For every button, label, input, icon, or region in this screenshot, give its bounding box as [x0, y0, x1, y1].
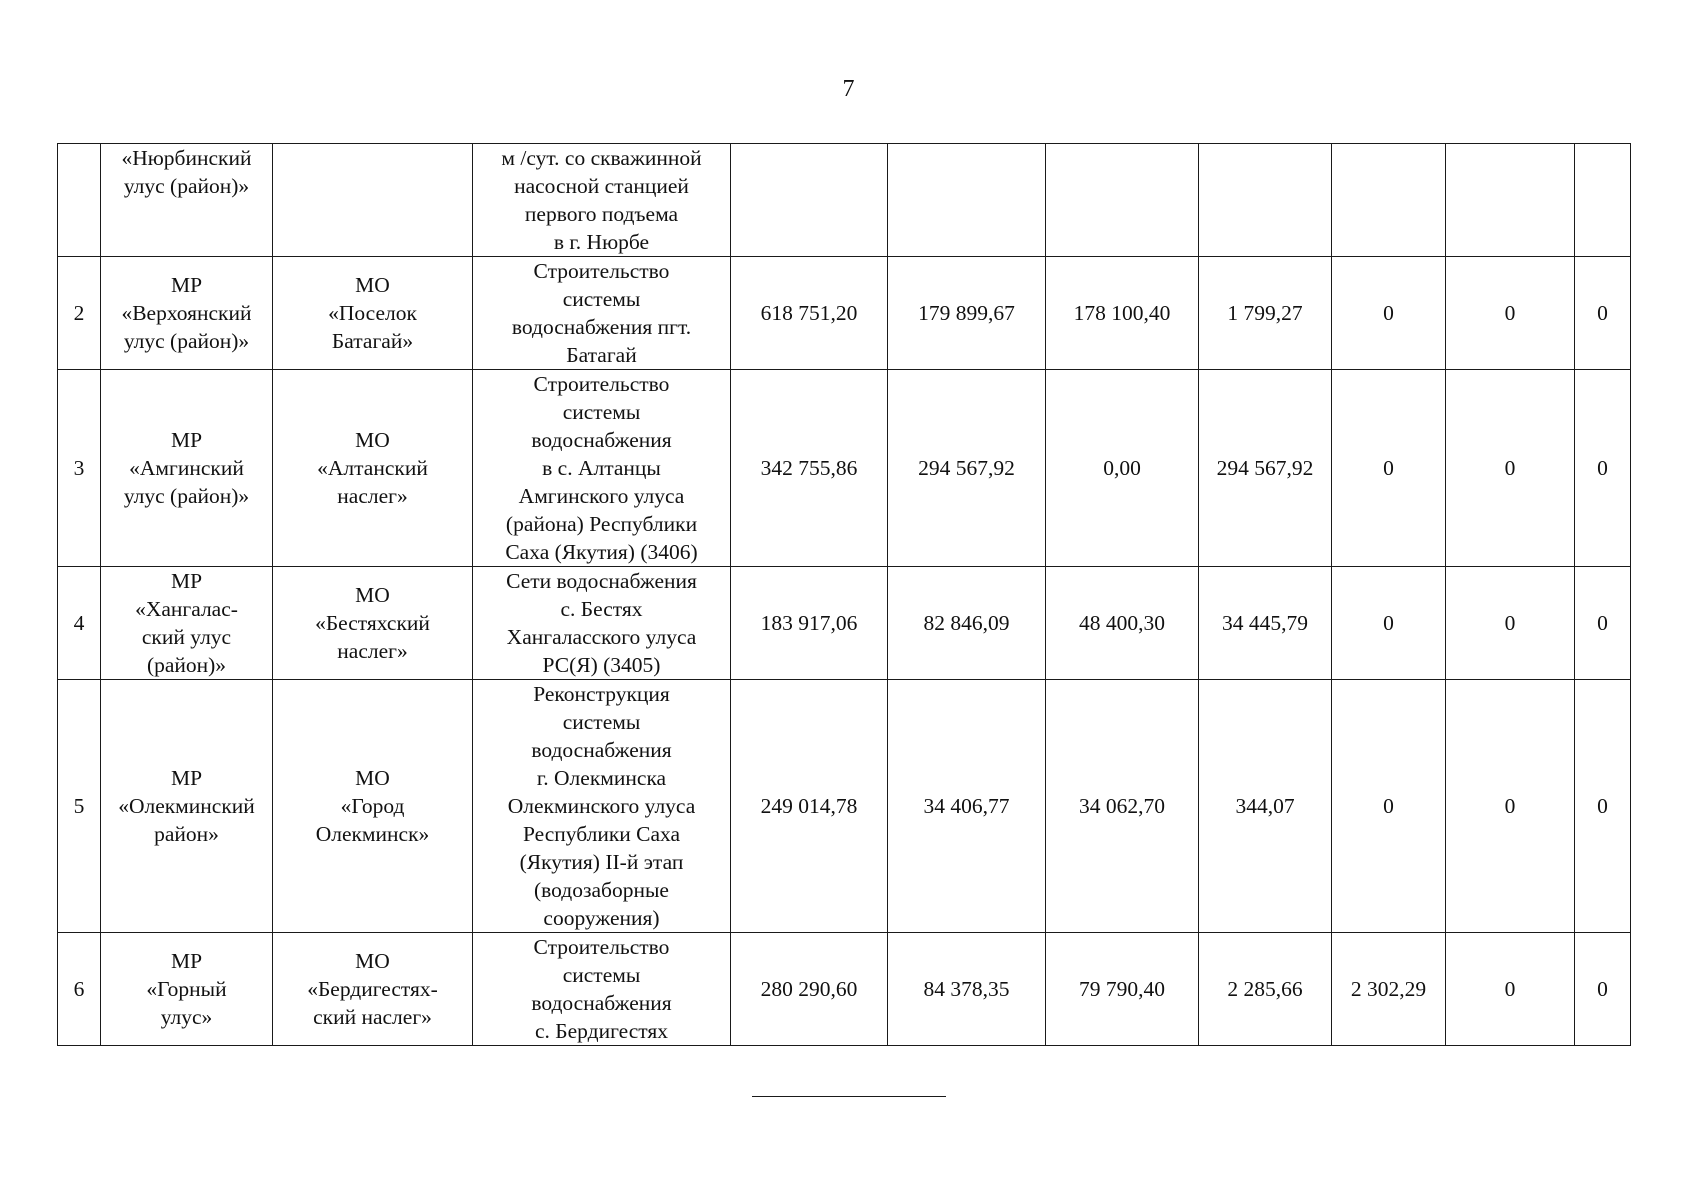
cell-amount: 294 567,92	[1199, 370, 1332, 567]
cell-amount: 0	[1575, 370, 1631, 567]
cell-amount: 0	[1446, 933, 1575, 1046]
cell-number: 4	[58, 567, 101, 680]
cell-amount: 79 790,40	[1046, 933, 1199, 1046]
cell-municipality: МО «Бестяхский наслег»	[273, 567, 473, 680]
cell-amount: 84 378,35	[888, 933, 1046, 1046]
cell-amount: 0	[1575, 567, 1631, 680]
cell-total-cost: 280 290,60	[731, 933, 888, 1046]
cell-amount: 344,07	[1199, 680, 1332, 933]
cell-project: Строительство системы водоснабжения пгт. Батагай	[473, 257, 731, 370]
cell-amount: 294 567,92	[888, 370, 1046, 567]
cell-district: МР «Верхоянский улус (район)»	[101, 257, 273, 370]
cell-amount: 0	[1575, 680, 1631, 933]
cell-amount: 2 302,29	[1332, 933, 1446, 1046]
water-supply-table	[57, 143, 1631, 1046]
cell-total-cost: 618 751,20	[731, 257, 888, 370]
cell-amount	[1446, 144, 1575, 257]
cell-district: МР «Горный улус»	[101, 933, 273, 1046]
cell-project: Реконструкция системы водоснабжения г. Олекминска Олекминского улуса Республики Саха (Якутия) II-й этап (водозаборные сооружения)	[473, 680, 731, 933]
cell-municipality: МО «Бердигестях- ский наслег»	[273, 933, 473, 1046]
cell-amount: 0	[1446, 257, 1575, 370]
cell-amount: 178 100,40	[1046, 257, 1199, 370]
cell-amount: 34 062,70	[1046, 680, 1199, 933]
cell-project: Сети водоснабжения с. Бестях Хангаласского улуса РС(Я) (3405)	[473, 567, 731, 680]
cell-amount: 48 400,30	[1046, 567, 1199, 680]
cell-municipality: МО «Поселок Батагай»	[273, 257, 473, 370]
cell-district: МР «Олекминский район»	[101, 680, 273, 933]
cell-number: 3	[58, 370, 101, 567]
page-number: 7	[842, 76, 855, 102]
cell-total-cost: 249 014,78	[731, 680, 888, 933]
table-row	[58, 933, 1631, 1046]
cell-number: 2	[58, 257, 101, 370]
cell-district: «Нюрбинский улус (район)»	[101, 144, 273, 257]
cell-number: 6	[58, 933, 101, 1046]
cell-amount: 1 799,27	[1199, 257, 1332, 370]
cell-amount: 0	[1446, 567, 1575, 680]
cell-district: МР «Амгинский улус (район)»	[101, 370, 273, 567]
cell-district: МР «Хангалас- ский улус (район)»	[101, 567, 273, 680]
table-row	[58, 370, 1631, 567]
table-row	[58, 567, 1631, 680]
cell-amount: 82 846,09	[888, 567, 1046, 680]
cell-total-cost: 183 917,06	[731, 567, 888, 680]
cell-amount: 0	[1332, 680, 1446, 933]
cell-amount: 0	[1332, 257, 1446, 370]
cell-municipality: МО «Алтанский наслег»	[273, 370, 473, 567]
table-row	[58, 680, 1631, 933]
cell-amount: 0	[1446, 370, 1575, 567]
cell-amount	[1199, 144, 1332, 257]
cell-amount: 2 285,66	[1199, 933, 1332, 1046]
table-container	[57, 143, 1630, 1046]
cell-amount	[888, 144, 1046, 257]
cell-number	[58, 144, 101, 257]
cell-amount: 0	[1575, 933, 1631, 1046]
table-row	[58, 144, 1631, 257]
cell-project: Строительство системы водоснабжения в с. Алтанцы Амгинского улуса (района) Республики Саха (Якутия) (3406)	[473, 370, 731, 567]
cell-amount	[1332, 144, 1446, 257]
cell-amount: 34 406,77	[888, 680, 1046, 933]
cell-number: 5	[58, 680, 101, 933]
table-row	[58, 257, 1631, 370]
cell-amount: 0,00	[1046, 370, 1199, 567]
footer-divider	[752, 1096, 946, 1097]
cell-amount: 34 445,79	[1199, 567, 1332, 680]
cell-municipality: МО «Город Олекминск»	[273, 680, 473, 933]
cell-amount	[1046, 144, 1199, 257]
cell-project: м /сут. со скважинной насосной станцией первого подъема в г. Нюрбе	[473, 144, 731, 257]
cell-municipality	[273, 144, 473, 257]
cell-amount: 0	[1332, 567, 1446, 680]
cell-project: Строительство системы водоснабжения с. Бердигестях	[473, 933, 731, 1046]
cell-amount: 0	[1332, 370, 1446, 567]
cell-amount: 0	[1575, 257, 1631, 370]
cell-total-cost	[731, 144, 888, 257]
cell-amount	[1575, 144, 1631, 257]
cell-total-cost: 342 755,86	[731, 370, 888, 567]
cell-amount: 0	[1446, 680, 1575, 933]
cell-amount: 179 899,67	[888, 257, 1046, 370]
